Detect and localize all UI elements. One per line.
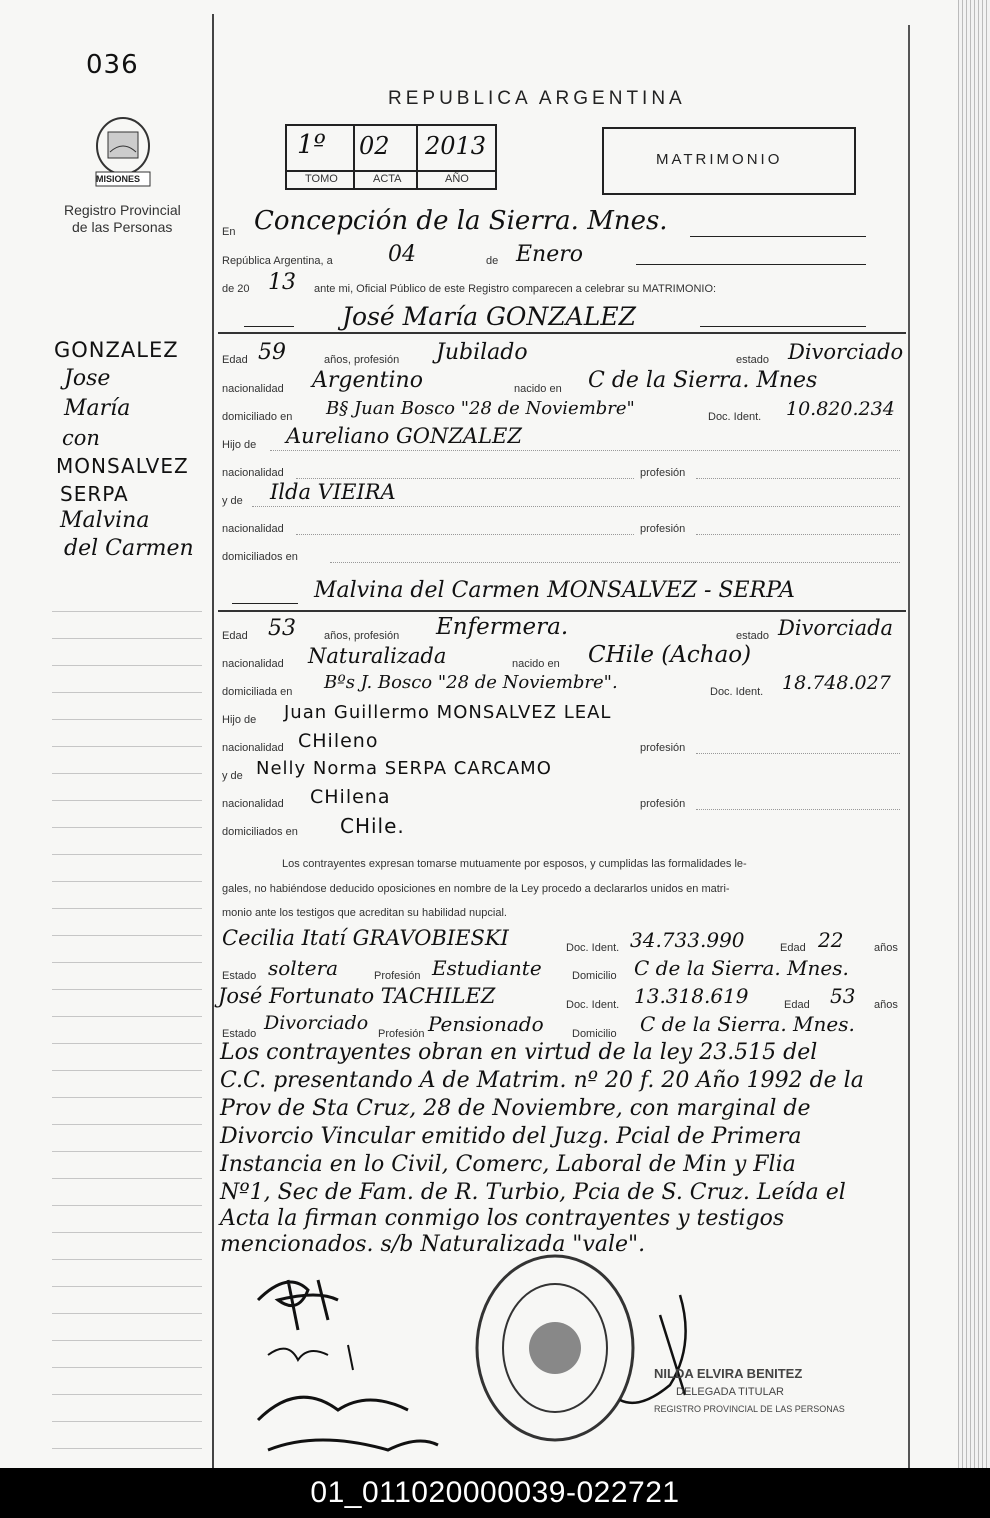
label-nacionalidad: nacionalidad [222, 467, 284, 479]
stamp-title: DELEGADA TITULAR [676, 1386, 784, 1398]
witness1-status: soltera [268, 956, 339, 980]
groom-birthplace: C de la Sierra. Mnes [588, 368, 818, 393]
dotted-line [252, 506, 900, 507]
groom-profession: Jubilado [436, 340, 528, 365]
bride-father: Juan Guillermo MONSALVEZ LEAL [284, 702, 612, 723]
note-line-0: Los contrayentes obran en virtud de la ley 23.515 del [220, 1040, 818, 1065]
note-line-1: C.C. presentando A de Matrim. nº 20 f. 20 Año 1992 de la [220, 1068, 864, 1093]
note-line-7: mencionados. s/b Naturalizada "vale". [220, 1232, 646, 1257]
year-suffix: 13 [268, 270, 296, 295]
label-docident: Doc. Ident. [566, 999, 620, 1011]
dotted-line [696, 534, 900, 535]
label-estado: estado [736, 630, 770, 642]
label-estado: Estado [222, 1028, 257, 1040]
label-yde: y de [222, 770, 243, 782]
dotted-line [296, 478, 634, 479]
acta-label: ACTA [373, 173, 402, 185]
anio-value: 2013 [425, 132, 487, 160]
paragraph-line-1: gales, no habiéndose deducido oposiciones en nombre de la Ley procedo a declararlos unidos en matri- [222, 883, 730, 895]
dotted-line [330, 562, 900, 563]
witness2-doc: 13.318.619 [634, 984, 749, 1008]
underline [690, 236, 866, 237]
label-domiciliado: domiciliado en [222, 411, 293, 423]
label-estado: Estado [222, 970, 257, 982]
country-heading: REPUBLICA ARGENTINA [388, 88, 686, 109]
label-profesion: años, profesión [324, 354, 400, 366]
groom-age: 59 [258, 340, 286, 365]
margin-name-5: SERPA [60, 482, 129, 506]
label-domicilio: Domicilio [572, 970, 617, 982]
margin-name-2: María [64, 396, 131, 421]
seal-label: MISIONES [96, 174, 141, 184]
record-box [285, 124, 497, 190]
label-de: de [486, 255, 499, 267]
margin-name-6: Malvina [60, 508, 150, 533]
label-edad: Edad [780, 942, 806, 954]
label-domicilio: Domicilio [572, 1028, 617, 1040]
label-estado: estado [736, 354, 770, 366]
label-nacionalidad: nacionalidad [222, 383, 284, 395]
paragraph-line-2: monio ante los testigos que acreditan su habilidad nupcial. [222, 907, 507, 919]
label-profesion: Profesión [374, 970, 421, 982]
note-line-6: Acta la firman conmigo los contrayentes y testigos [220, 1206, 785, 1231]
bride-doc: 18.748.027 [782, 672, 891, 694]
witness1-name: Cecilia Itatí GRAVOBIESKI [222, 926, 509, 950]
type-box [602, 127, 856, 195]
label-anios: años [874, 942, 898, 954]
page-number: 036 [86, 50, 139, 80]
label-profesion: años, profesión [324, 630, 400, 642]
groom-status: Divorciado [788, 340, 904, 364]
label-doc: Doc. Ident. [708, 411, 762, 423]
witness2-status: Divorciado [264, 1012, 369, 1034]
tomo-value: 1º [297, 130, 326, 160]
label-profesion: Profesión [378, 1028, 425, 1040]
label-edad: Edad [222, 630, 248, 642]
bride-status: Divorciada [778, 616, 894, 640]
margin-name-7: del Carmen [64, 536, 194, 561]
witness2-name: José Fortunato TACHILEZ [218, 984, 496, 1008]
label-nacionalidad: nacionalidad [222, 798, 284, 810]
registry-line2: de las Personas [72, 219, 173, 235]
bride-father-nationality: CHileno [298, 730, 379, 752]
label-nacionalidad: nacionalidad [222, 742, 284, 754]
bride-birthplace: CHile (Achao) [588, 642, 752, 668]
record-type: MATRIMONIO [656, 151, 783, 168]
groom-father: Aureliano GONZALEZ [286, 424, 522, 448]
acta-value: 02 [359, 132, 390, 160]
stamp-office: REGISTRO PROVINCIAL DE LAS PERSONAS [654, 1404, 845, 1414]
underline [700, 326, 866, 327]
margin-ruled-lines [52, 585, 202, 1465]
label-hijo: Hijo de [222, 714, 257, 726]
margin-name-0: GONZALEZ [54, 338, 179, 362]
label-edad: Edad [222, 354, 248, 366]
groom-address: B§ Juan Bosco "28 de Noviembre" [326, 398, 635, 419]
bride-mother-nationality: CHilena [310, 786, 391, 808]
note-line-3: Divorcio Vincular emitido del Juzg. Pcial de Primera [220, 1124, 802, 1149]
bride-profession: Enfermera. [436, 614, 569, 640]
dotted-line [296, 534, 634, 535]
section-divider [218, 332, 906, 334]
label-profesion: profesión [640, 467, 686, 479]
groom-name: José María GONZALEZ [342, 302, 636, 331]
month: Enero [516, 242, 584, 267]
section-divider [218, 610, 906, 612]
registry-line1: Registro Provincial [64, 202, 181, 218]
label-edad: Edad [784, 999, 810, 1011]
bride-nationality: Naturalizada [308, 644, 447, 668]
witness2-profession: Pensionado [428, 1012, 544, 1036]
label-profesion: profesión [640, 798, 686, 810]
witness2-address: C de la Sierra. Mnes. [640, 1012, 855, 1036]
note-line-5: Nº1, Sec de Fam. de R. Turbio, Pcia de S. Cruz. Leída el [220, 1180, 846, 1205]
bride-age: 53 [268, 616, 296, 641]
groom-doc: 10.820.234 [786, 398, 895, 420]
groom-nationality: Argentino [312, 368, 423, 393]
witness1-doc: 34.733.990 [630, 928, 745, 952]
label-domiciliada: domiciliada en [222, 686, 293, 698]
right-rule [908, 25, 910, 1468]
label-republica: República Argentina, a [222, 255, 333, 267]
label-doc: Doc. Ident. [710, 686, 764, 698]
signatures-icon [228, 1260, 448, 1465]
anio-label: AÑO [445, 173, 469, 185]
underline [244, 326, 294, 327]
witness1-address: C de la Sierra. Mnes. [634, 956, 849, 980]
bride-name: Malvina del Carmen MONSALVEZ - SERPA [314, 578, 795, 603]
label-docident: Doc. Ident. [566, 942, 620, 954]
label-ante: ante mi, Oficial Público de este Registro comparecen a celebrar su MATRIMONIO: [314, 283, 717, 295]
witness1-age: 22 [818, 928, 844, 952]
witness1-profession: Estudiante [432, 956, 542, 980]
label-domiciliados: domiciliados en [222, 551, 298, 563]
label-nacido: nacido en [512, 658, 560, 670]
day: 04 [388, 242, 416, 267]
groom-mother: Ilda VIEIRA [270, 480, 396, 504]
margin-rule [212, 14, 214, 1468]
label-nacido: nacido en [514, 383, 562, 395]
label-hijo: Hijo de [222, 439, 257, 451]
witness2-age: 53 [830, 984, 856, 1008]
dotted-line [696, 753, 900, 754]
tomo-label: TOMO [305, 173, 338, 185]
paragraph-line-0: Los contrayentes expresan tomarse mutuamente por esposos, y cumplidas las formalidades le- [282, 858, 747, 870]
bride-address: Bºs J. Bosco "28 de Noviembre". [324, 672, 618, 693]
bride-mother: Nelly Norma SERPA CARCAMO [256, 758, 552, 779]
dotted-line [696, 478, 900, 479]
margin-name-3: con [62, 426, 100, 450]
margin-name-1: Jose [64, 366, 111, 391]
file-id-footer: 01_011020000039-022721 [0, 1468, 990, 1518]
label-anios: años [874, 999, 898, 1011]
label-de20: de 20 [222, 283, 250, 295]
label-profesion: profesión [640, 742, 686, 754]
page-stack-edge [958, 0, 990, 1468]
underline [636, 264, 866, 265]
label-nacionalidad: nacionalidad [222, 658, 284, 670]
label-domiciliados: domiciliados en [222, 826, 298, 838]
label-yde: y de [222, 495, 243, 507]
place: Concepción de la Sierra. Mnes. [254, 206, 668, 236]
dotted-line [270, 450, 900, 451]
margin-name-4: MONSALVEZ [56, 454, 189, 478]
parents-address: CHile. [340, 814, 405, 838]
label-profesion: profesión [640, 523, 686, 535]
label-en: En [222, 226, 236, 238]
underline [232, 603, 298, 604]
stamp-name: NILDA ELVIRA BENITEZ [654, 1366, 803, 1381]
note-line-4: Instancia en lo Civil, Comerc, Laboral de Min y Flia [220, 1152, 796, 1177]
dotted-line [696, 809, 900, 810]
note-line-2: Prov de Sta Cruz, 28 de Noviembre, con marginal de [220, 1096, 811, 1121]
label-nacionalidad: nacionalidad [222, 523, 284, 535]
